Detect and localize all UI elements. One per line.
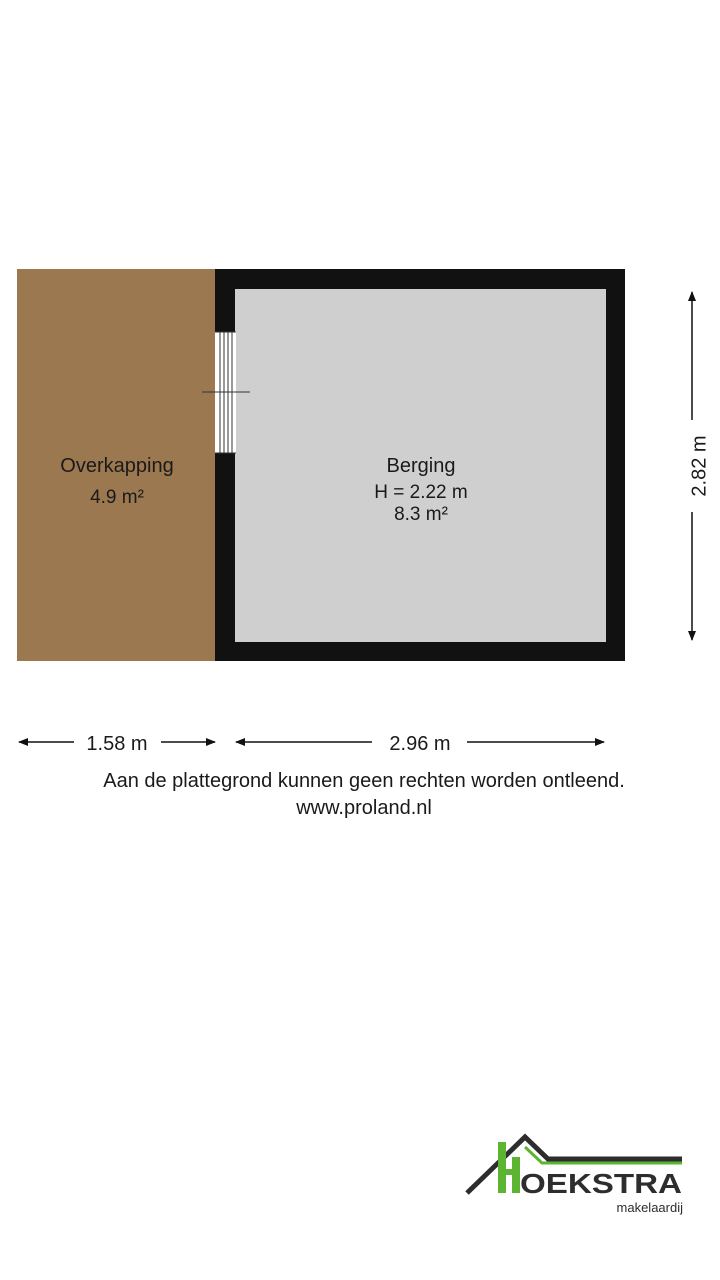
berging-name: Berging xyxy=(386,455,456,477)
website-text: www.proland.nl xyxy=(296,797,432,819)
dimension-overkapping xyxy=(19,733,215,755)
dimension-depth xyxy=(688,292,710,640)
berging-area-label: 8.3 m² xyxy=(394,504,448,525)
overkapping-area-label: 4.9 m² xyxy=(90,487,144,508)
berging-height-label: H = 2.22 m xyxy=(374,482,468,503)
dimension-berging-label: 2.96 m xyxy=(389,733,451,755)
dimension-berging xyxy=(236,733,604,755)
dimension-overkapping-label: 1.58 m xyxy=(86,733,148,755)
logo-word: OEKSTRA xyxy=(520,1168,682,1199)
hoekstra-logo xyxy=(467,1137,683,1215)
overkapping-name: Overkapping xyxy=(60,455,174,477)
disclaimer-text: Aan de plattegrond kunnen geen rechten worden ontleend. xyxy=(103,770,625,792)
logo-subtitle: makelaardij xyxy=(616,1200,683,1215)
dimension-depth-label: 2.82 m xyxy=(688,435,711,497)
